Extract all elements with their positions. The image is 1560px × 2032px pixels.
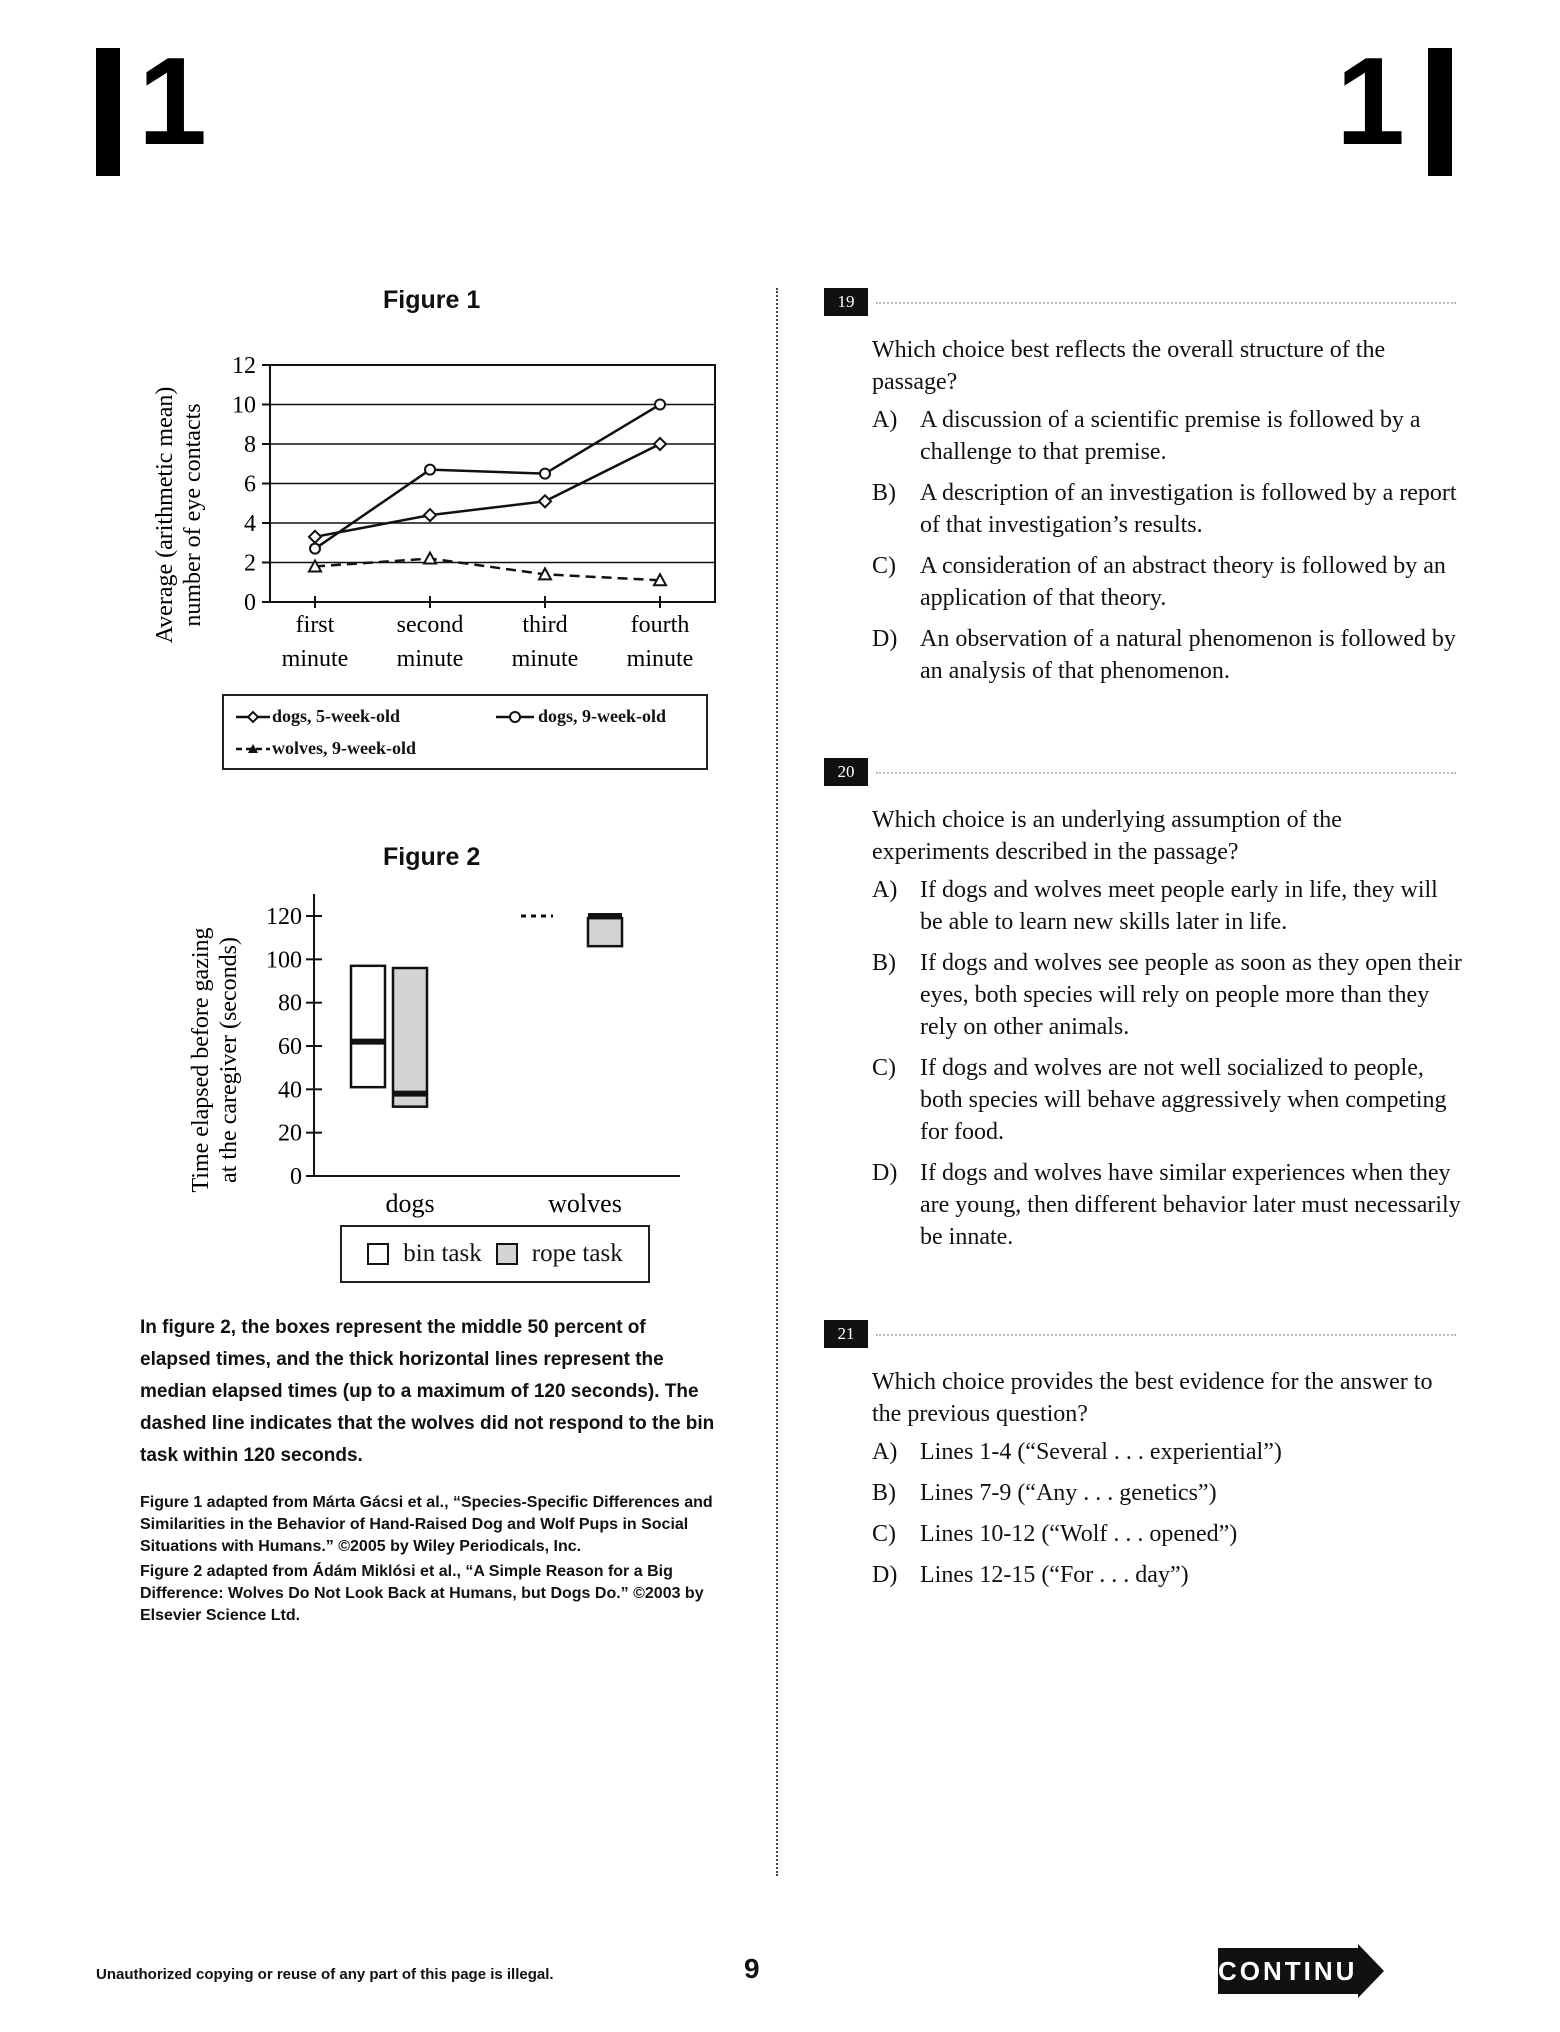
question-stem: Which choice provides the best evidence for the answer to the previous question? — [872, 1369, 1433, 1427]
legend-item-wolves9 — [234, 738, 416, 759]
figure2-ytick-label: 80 — [278, 990, 302, 1017]
option-text: A discussion of a scientific premise is followed by a challenge to that premise. — [920, 407, 1421, 465]
figure2-ylabel-line1: Time elapsed before gazing — [188, 927, 214, 1193]
figure2-title: Figure 2 — [383, 843, 481, 871]
answer-option-c[interactable] — [872, 1052, 1464, 1148]
figure2-ytick-label: 100 — [266, 947, 302, 974]
question-19 — [824, 288, 1464, 696]
option-text: Lines 12-15 (“For . . . day”) — [920, 1562, 1189, 1588]
figure2-category-label: wolves — [548, 1189, 622, 1218]
legend-dogs9-label: dogs, 9-week-old — [538, 706, 667, 726]
figure1-chart — [140, 330, 740, 690]
continue-label: CONTINUE — [1218, 1948, 1360, 1994]
figure1-legend — [222, 694, 708, 770]
option-text: Lines 10-12 (“Wolf . . . opened”) — [920, 1521, 1238, 1547]
legend-item-dogs9 — [494, 706, 666, 727]
figure2-ylabel-line2: at the caregiver (seconds) — [216, 937, 242, 1183]
option-text: Lines 1-4 (“Several . . . experiential”) — [920, 1439, 1282, 1465]
option-text: Lines 7-9 (“Any . . . genetics”) — [920, 1480, 1217, 1506]
option-letter: D) — [872, 1562, 898, 1588]
figure2-ytick-label: 120 — [266, 904, 302, 930]
figure1-ytick-label: 10 — [232, 392, 256, 419]
figure1-svg — [140, 330, 740, 690]
figure1-point — [539, 495, 551, 507]
figure1-ytick-label: 0 — [244, 590, 256, 616]
option-letter: A) — [872, 877, 898, 903]
option-letter: C) — [872, 1521, 896, 1547]
figure1-xtick-label: minute — [511, 646, 579, 672]
legend-item-dogs5 — [234, 706, 400, 727]
option-letter: A) — [872, 407, 898, 433]
figure2-category-label: dogs — [385, 1189, 435, 1218]
figure1-ytick-label: 8 — [244, 432, 256, 458]
figure1-xtick-label: second — [396, 612, 464, 638]
figure1-ytick-label: 4 — [244, 511, 256, 537]
answer-option-a[interactable] — [872, 1436, 1464, 1468]
option-text: If dogs and wolves have similar experiences when they are young, then different behavior later must necessarily be innate. — [920, 1160, 1461, 1250]
option-letter: C) — [872, 1055, 896, 1081]
legend-rope-label: rope task — [531, 1240, 623, 1267]
option-letter: C) — [872, 553, 896, 579]
figure1-point — [309, 531, 321, 543]
answer-option-b[interactable] — [872, 477, 1464, 541]
option-text: If dogs and wolves meet people early in life, they will be able to learn new skills later in life. — [920, 877, 1438, 935]
figure2-ytick-label: 0 — [290, 1164, 302, 1190]
legend-bin-label: bin task — [403, 1240, 482, 1267]
option-text: An observation of a natural phenomenon is followed by an analysis of that phenomenon. — [920, 626, 1456, 684]
option-letter: D) — [872, 1160, 898, 1186]
question-21 — [824, 1320, 1464, 1600]
answer-option-d[interactable] — [872, 623, 1464, 687]
option-letter: D) — [872, 626, 898, 652]
legend-dogs5-marker-icon — [234, 709, 272, 725]
option-text: If dogs and wolves are not well socialized to people, both species will behave aggressively when competing for food. — [920, 1055, 1447, 1145]
answer-option-b[interactable] — [872, 1477, 1464, 1509]
column-divider — [776, 288, 778, 1876]
copyright-notice: Unauthorized copying or reuse of any part of this page is illegal. — [96, 1966, 554, 1983]
section-bar-right — [1428, 48, 1452, 176]
figure2-legend — [340, 1225, 650, 1283]
figure1-point — [654, 438, 666, 450]
answer-option-c[interactable] — [872, 1518, 1464, 1550]
legend-dogs9-marker-icon — [494, 709, 538, 725]
figure1-xtick-label: third — [522, 612, 568, 638]
figure1-xtick-label: minute — [626, 646, 694, 672]
figure1-point — [310, 544, 320, 554]
figure1-xtick-label: first — [295, 612, 335, 638]
figure1-title: Figure 1 — [383, 286, 481, 314]
answer-option-d[interactable] — [872, 1559, 1464, 1591]
figure2-svg — [180, 880, 700, 1220]
figure2-ytick-label: 60 — [278, 1034, 302, 1060]
page-number: 9 — [744, 1953, 760, 1984]
figure2-box — [393, 968, 427, 1107]
answer-option-a[interactable] — [872, 404, 1464, 468]
figure1-credit: Figure 1 adapted from Márta Gácsi et al., “Species-Specific Differences and Similarities in the Behavior of Hand-Raised Dog and Wolf Pups in Social Situations with Humans.” ©2005 by Wiley Periodicals, Inc. — [140, 1494, 713, 1555]
figure1-ytick-label: 2 — [244, 550, 256, 577]
figure1-point — [425, 465, 435, 475]
figure2-box — [351, 966, 385, 1087]
option-letter: A) — [872, 1439, 898, 1465]
question-stem: Which choice is an underlying assumption of the experiments described in the passage? — [872, 807, 1342, 865]
option-letter: B) — [872, 480, 896, 506]
figure2-chart — [180, 880, 700, 1220]
figure1-xtick-label: minute — [396, 646, 464, 672]
figure1-point — [655, 400, 665, 410]
figure2-ytick-label: 40 — [278, 1077, 302, 1104]
answer-option-c[interactable] — [872, 550, 1464, 614]
figure1-ytick-label: 12 — [232, 353, 256, 379]
section-number-right: 1 — [1336, 33, 1405, 171]
continue-arrow-icon — [1358, 1944, 1384, 1998]
answer-option-d[interactable] — [872, 1157, 1464, 1253]
option-letter: B) — [872, 950, 896, 976]
question-20 — [824, 758, 1464, 1262]
option-letter: B) — [872, 1480, 896, 1506]
question-number-badge: 19 — [824, 288, 868, 316]
section-number-left: 1 — [138, 33, 207, 171]
figure1-point — [424, 509, 436, 521]
question-number-badge: 21 — [824, 1320, 868, 1348]
figure2-credit: Figure 2 adapted from Ádám Miklósi et al., “A Simple Reason for a Big Difference: Wolves Do Not Look Back at Humans, but Dogs Do.” ©2003 by Elsevier Science Ltd. — [140, 1563, 704, 1624]
option-text: A description of an investigation is followed by a report of that investigation’s results. — [920, 480, 1457, 538]
legend-bin-swatch-icon — [367, 1243, 389, 1265]
figure2-note: In figure 2, the boxes represent the middle 50 percent of elapsed times, and the thick horizontal lines represent the median elapsed times (up to a maximum of 120 seconds). The dashed line indicates that the wolves did not respond to the bin task within 120 seconds. — [140, 1317, 715, 1466]
figure1-xtick-label: minute — [281, 646, 349, 672]
legend-wolves9-marker-icon — [234, 741, 272, 757]
figure1-ytick-label: 6 — [244, 471, 256, 498]
legend-rope-swatch-icon — [496, 1243, 518, 1265]
figure1-xtick-label: fourth — [630, 612, 690, 638]
figure-credits — [140, 1492, 740, 1630]
question-rule — [876, 1334, 1456, 1336]
question-stem: Which choice best reflects the overall structure of the passage? — [872, 337, 1386, 395]
legend-dogs5-label: dogs, 5-week-old — [272, 706, 401, 726]
question-number-badge: 20 — [824, 758, 868, 786]
figure2-box — [588, 918, 622, 946]
question-rule — [876, 302, 1456, 304]
figure2-ytick-label: 20 — [278, 1120, 302, 1147]
question-rule — [876, 772, 1456, 774]
legend-wolves9-label: wolves, 9-week-old — [272, 738, 416, 758]
figure1-ylabel-line1: Average (arithmetic mean) — [152, 386, 178, 644]
figure1-ylabel-line2: number of eye contacts — [180, 403, 206, 627]
continue-button[interactable] — [1218, 1944, 1378, 1998]
answer-option-b[interactable] — [872, 947, 1464, 1043]
option-text: If dogs and wolves see people as soon as they open their eyes, both species will rely on people more than they rely on other animals. — [920, 950, 1462, 1040]
figure1-point — [540, 469, 550, 479]
section-bar-left — [96, 48, 120, 176]
answer-option-a[interactable] — [872, 874, 1464, 938]
option-text: A consideration of an abstract theory is followed by an application of that theory. — [920, 553, 1446, 611]
